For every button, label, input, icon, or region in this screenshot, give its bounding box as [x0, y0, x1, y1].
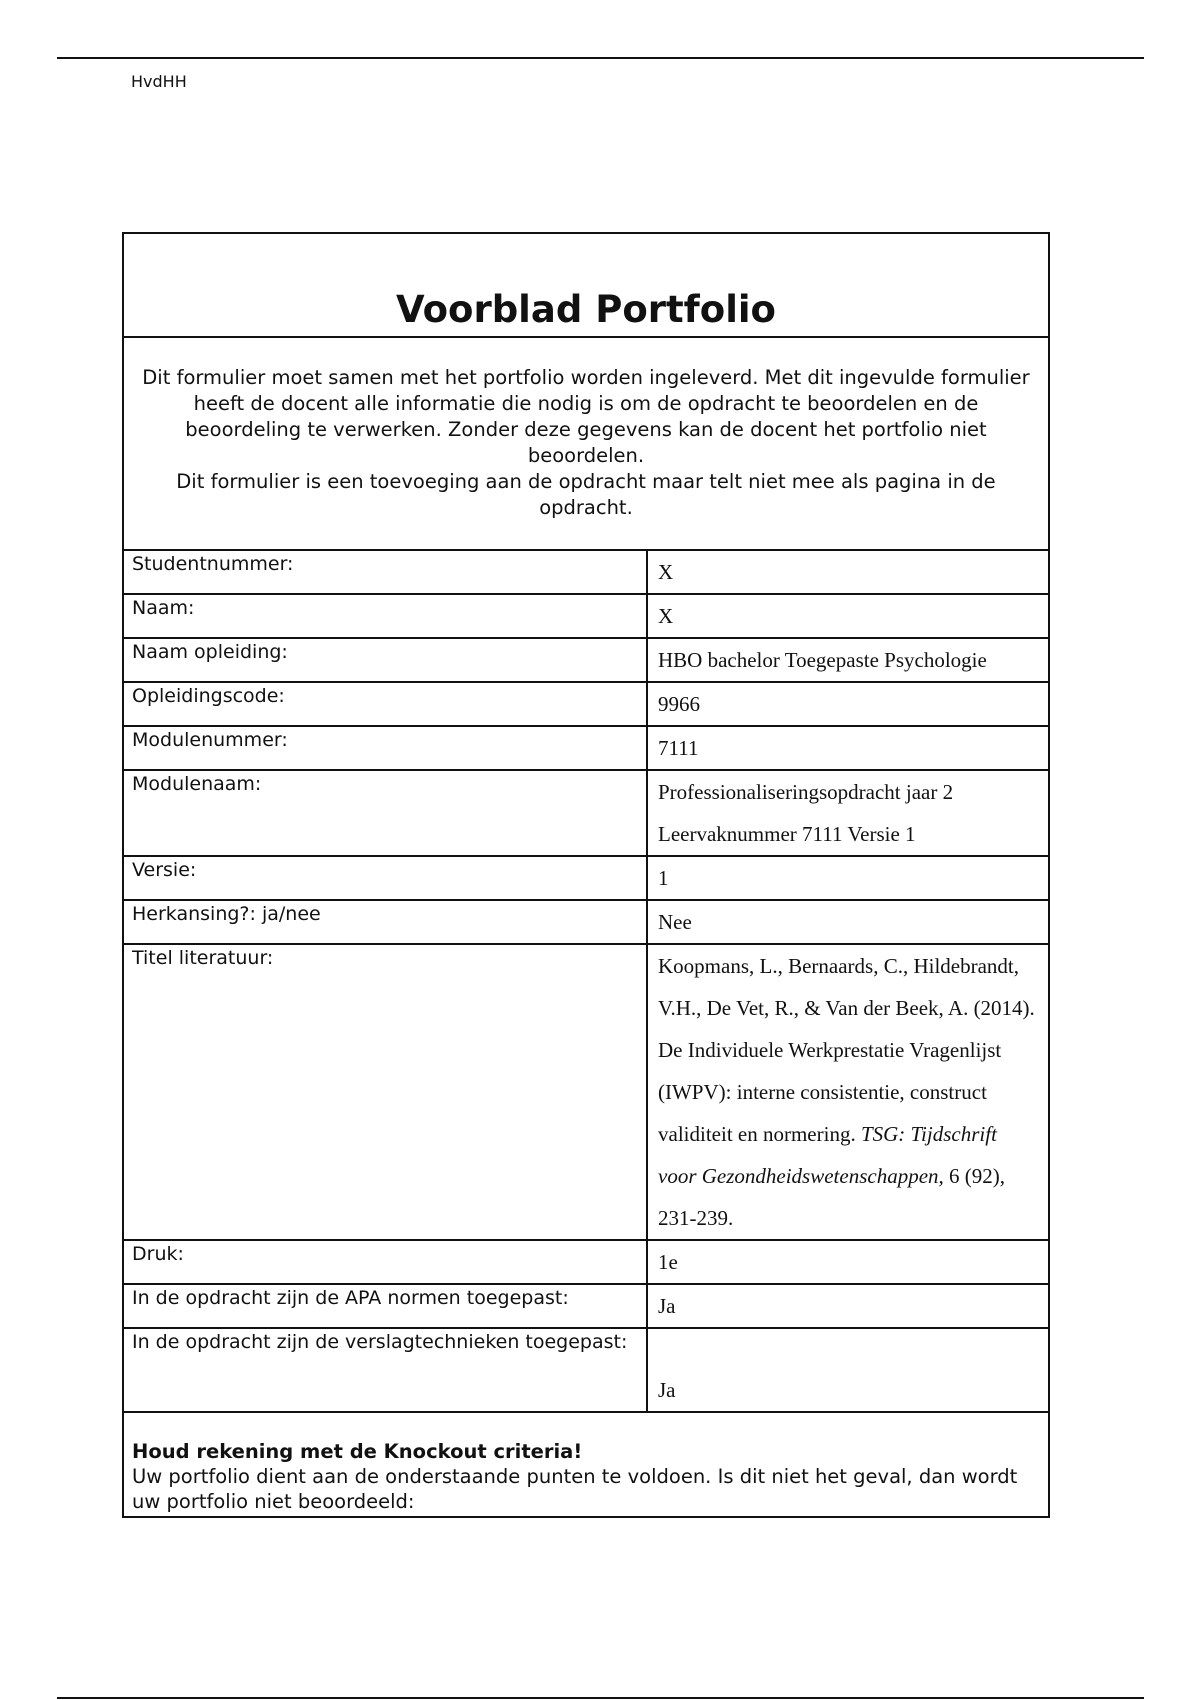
table-row	[124, 770, 1048, 856]
footer-rule	[57, 1697, 1144, 1699]
field-label: Druk:	[124, 1240, 647, 1284]
field-label: Opleidingscode:	[124, 682, 647, 726]
table-row	[124, 594, 1048, 638]
field-value: 7111	[647, 726, 1048, 770]
knockout-section	[124, 1413, 1048, 1516]
intro-paragraph-2: Dit formulier is een toevoeging aan de opdracht maar telt niet mee als pagina in de opdracht.	[176, 470, 996, 519]
field-label: Naam opleiding:	[124, 638, 647, 682]
table-row	[124, 1328, 1048, 1412]
intro-paragraph-1: Dit formulier moet samen met het portfolio worden ingeleverd. Met dit ingevulde formulier heeft de docent alle informatie die nodig is om de opdracht te beoordelen en de beoordeling te verwerken. Zonder deze gegevens kan de docent het portfolio niet beoordelen.	[142, 366, 1030, 467]
field-value: X	[647, 594, 1048, 638]
field-label: Studentnummer:	[124, 551, 647, 594]
field-value: 9966	[647, 682, 1048, 726]
table-row	[124, 1240, 1048, 1284]
literature-issue: 6 (92), 231-239.	[658, 1164, 1006, 1230]
field-label: Naam:	[124, 594, 647, 638]
field-value: Ja	[647, 1328, 1048, 1412]
field-value: X	[647, 551, 1048, 594]
table-row	[124, 1284, 1048, 1328]
table-row-literature	[124, 944, 1048, 1240]
title-cell	[124, 234, 1048, 338]
table-row	[124, 856, 1048, 900]
field-value: HBO bachelor Toegepaste Psychologie	[647, 638, 1048, 682]
field-label: Modulenaam:	[124, 770, 647, 856]
field-value: 1e	[647, 1240, 1048, 1284]
cover-form	[122, 232, 1050, 1518]
table-row	[124, 726, 1048, 770]
field-label: Modulenummer:	[124, 726, 647, 770]
table-row	[124, 682, 1048, 726]
form-table	[124, 551, 1048, 1413]
table-row	[124, 551, 1048, 594]
field-label: Versie:	[124, 856, 647, 900]
knockout-title: Houd rekening met de Knockout criteria!	[132, 1440, 583, 1463]
field-label: Titel literatuur:	[124, 944, 647, 1240]
intro-text	[124, 338, 1048, 551]
header-rule	[57, 57, 1144, 59]
field-label: Herkansing?: ja/nee	[124, 900, 647, 944]
field-value: Nee	[647, 900, 1048, 944]
field-value: Ja	[647, 1284, 1048, 1328]
field-label: In de opdracht zijn de verslagtechnieken toegepast:	[124, 1328, 647, 1412]
field-value: Professionaliseringsopdracht jaar 2 Leervaknummer 7111 Versie 1	[647, 770, 1048, 856]
literature-reference	[647, 944, 1048, 1240]
table-row	[124, 900, 1048, 944]
page-title: Voorblad Portfolio	[396, 287, 776, 331]
literature-journal: TSG: Tijdschrift voor Gezondheidswetenschappen,	[658, 1122, 997, 1188]
header-tag: HvdHH	[131, 72, 187, 91]
literature-citation: Koopmans, L., Bernaards, C., Hildebrandt, V.H., De Vet, R., & Van der Beek, A. (2014). De Individuele Werkprestatie Vragenlijst (IWPV): interne consistentie, construct validiteit en normering.	[658, 954, 1035, 1146]
table-row	[124, 638, 1048, 682]
field-value: 1	[647, 856, 1048, 900]
field-label: In de opdracht zijn de APA normen toegepast:	[124, 1284, 647, 1328]
knockout-text: Uw portfolio dient aan de onderstaande punten te voldoen. Is dit niet het geval, dan wordt uw portfolio niet beoordeeld:	[132, 1465, 1018, 1513]
